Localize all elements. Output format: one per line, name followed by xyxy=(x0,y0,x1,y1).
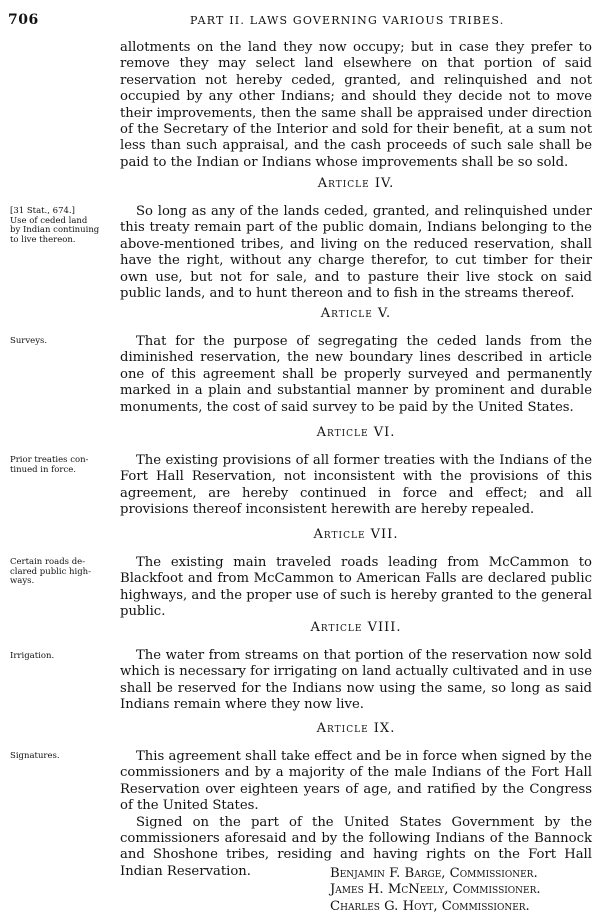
article-ix-text xyxy=(120,749,592,880)
article-iv-heading: Article IV. xyxy=(317,176,395,191)
signer-name: Charles G. Hoyt, Commissioner. xyxy=(330,898,530,914)
article-v-paragraph: That for the purpose of segregating the ceded lands from the diminished reservation, the new boundary lines described in article one of this agreement shall be properly surveyed and permanently marked in a plain and substantial manner by prominent and durable monuments, the cost of said survey to be paid by the United States. xyxy=(120,334,592,415)
margin-note-line: Signatures. xyxy=(10,751,60,761)
margin-note-line: Certain roads de- xyxy=(10,557,86,567)
article-ix-paragraph: This agreement shall take effect and be in force when signed by the commissioners and by a majority of the male Indians of the Fort Hall Reservation over eighteen years of age, and ratified by the Congress of the United States. xyxy=(120,749,592,814)
article-iv-paragraph: So long as any of the lands ceded, granted, and relinquished under this treaty remain part of the public domain, Indians belonging to the above-mentioned tribes, and living on the reduced reservation, shall have the right, without any charge therefor, to cut timber for their own use, but not for sale, and to pasture their live stock on said public lands, and to hunt thereon and to fish in the streams thereof. xyxy=(120,204,592,302)
article-ix-heading: Article IX. xyxy=(316,721,396,736)
margin-note-article-vii xyxy=(10,558,118,587)
article-v-heading: Article V. xyxy=(320,306,392,321)
article-vii-paragraph: The existing main traveled roads leading from McCammon to Blackfoot and from McCammon to American Falls are declared public highways, and the proper use of such is hereby granted to the general public. xyxy=(120,555,592,620)
margin-note-article-viii xyxy=(10,652,118,662)
opening-paragraph xyxy=(120,40,592,171)
margin-note-line: Use of ceded land xyxy=(10,215,88,226)
margin-note-line: clared public high- xyxy=(10,566,92,577)
margin-note-article-vi xyxy=(10,456,118,475)
article-vi-paragraph: The existing provisions of all former treaties with the Indians of the Fort Hall Reservation, not inconsistent with the provisions of this agreement, are hereby continued in force and effect; and all provisions thereof inconsistent herewith are hereby repealed. xyxy=(120,453,592,518)
margin-note-line: tinued in force. xyxy=(10,464,76,475)
margin-note-line: Prior treaties con- xyxy=(10,455,89,465)
article-iv-text xyxy=(120,204,592,302)
signature-block xyxy=(330,866,590,915)
article-vii-text xyxy=(120,555,592,621)
margin-note-line: to live thereon. xyxy=(10,234,76,245)
margin-note-line: Surveys. xyxy=(10,336,48,346)
margin-note-line: [31 Stat., 674.] xyxy=(10,206,75,216)
article-viii-heading: Article VIII. xyxy=(310,620,402,635)
article-vi-text xyxy=(120,453,592,519)
margin-note-line: by Indian continuing xyxy=(10,225,100,235)
signer-name: James H. McNeely, Commissioner. xyxy=(330,882,541,898)
page-header xyxy=(8,12,592,32)
margin-note-line: Irrigation. xyxy=(10,651,55,661)
opening-paragraph-text: allotments on the land they now occupy; but in case they prefer to remove they may select land elsewhere on that portion of said reservation not hereby ceded, granted, and relinquished and not occupied by any other Indians; and should they decide not to move their improvements, then the same shall be appraised under direction of the Secretary of the Interior and sold for their benefit, at a sum not less than such appraisal, and the cash proceeds of such sale shall be paid to the Indian or Indians whose improvements shall be so sold. xyxy=(120,40,592,170)
margin-note-article-v xyxy=(10,337,118,347)
running-head: PART II. LAWS GOVERNING VARIOUS TRIBES. xyxy=(190,14,505,27)
article-vii-heading: Article VII. xyxy=(313,527,399,542)
article-vi-heading: Article VI. xyxy=(316,425,396,440)
article-viii-paragraph: The water from streams on that portion of the reservation now sold which is necessary for irrigating on land actually cultivated and in use shall be reserved for the Indians now using the same, so long as said Indians remain where they now live. xyxy=(120,648,592,713)
margin-note-article-ix xyxy=(10,752,118,762)
margin-note-article-iv xyxy=(10,207,118,245)
margin-note-line: ways. xyxy=(10,576,35,586)
signer-name: Benjamin F. Barge, Commissioner. xyxy=(330,866,538,881)
article-v-text xyxy=(120,334,592,416)
page-number: 706 xyxy=(8,12,39,28)
closing-paragraph: Signed on the part of the United States Government by the commissioners aforesaid and by the following Indians of the Bannock and Shoshone tribes, residing and having rights on the Fort Hall Indian Reservation. xyxy=(120,814,592,879)
article-viii-text xyxy=(120,648,592,714)
